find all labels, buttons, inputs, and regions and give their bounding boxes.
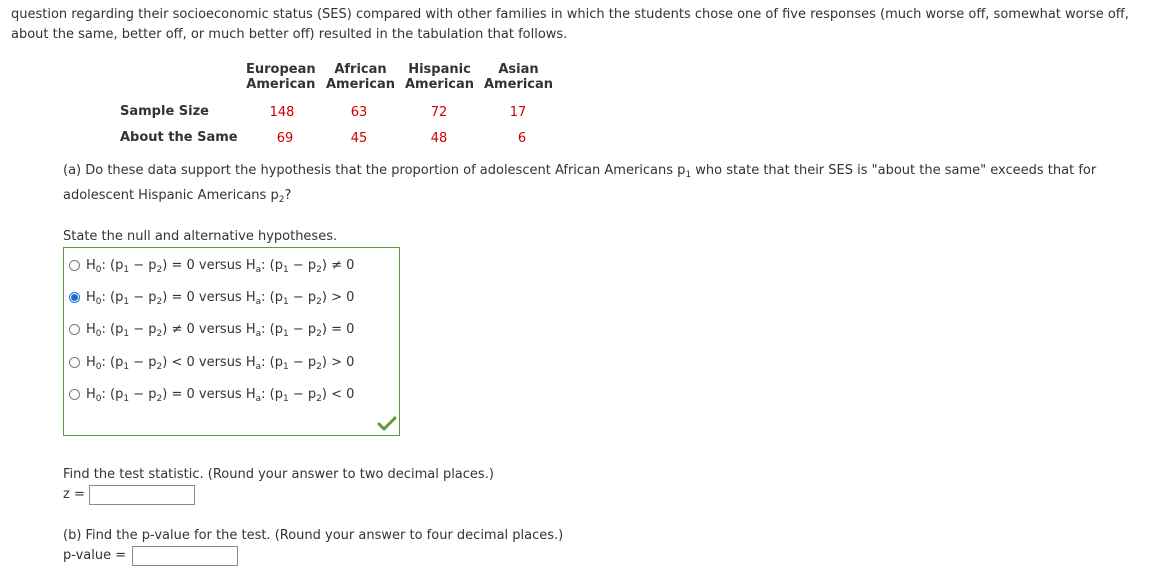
hypothesis-text: $H_0$: $(p_1 - p_2) = 0$ versus $H_a$: $(p_1 - p_2) < 0$: [86, 386, 355, 404]
col-header-hispanic: Hispanic American: [405, 62, 475, 92]
hypothesis-text: $H_0$: $(p_1 - p_2) = 0$ versus $H_a$: $(p_1 - p_2) > 0$: [86, 289, 355, 307]
hypothesis-text: $H_0$: $(p_1 - p_2) \ne 0$ versus $H_a$: $(p_1 - p_2) = 0$: [86, 321, 355, 339]
part-b-prompt: (b) Find the p-value for the test. (Round your answer to four decimal places.): [63, 528, 564, 543]
table-cell: 45: [350, 131, 368, 146]
col-header-african: African American: [326, 62, 396, 92]
table-cell: 6: [517, 131, 527, 146]
table-cell: 148: [269, 105, 295, 120]
p2-variable: $p_2$: [270, 188, 285, 205]
row-label-about-the-same: About the Same: [120, 130, 238, 145]
intro-paragraph: [11, 5, 1129, 45]
col-header-european: European American: [246, 62, 316, 92]
hypothesis-option[interactable]: [69, 319, 354, 339]
table-cell: 17: [509, 105, 527, 120]
part-a-question: (a) Do these data support the hypothesis that the proportion of adolescent African Americans $p_1$ who state that their SES is "about the same" exceeds that for adolescent Hispanic Americans $p_2$?: [63, 163, 1097, 205]
row-label-sample-size: Sample Size: [120, 104, 209, 119]
intro-line-1: question regarding their socioeconomic status (SES) compared with other families in which the students chose one of five responses (much worse off, somewhat worse off,: [11, 7, 1129, 22]
hypothesis-text: $H_0$: $(p_1 - p_2) < 0$ versus $H_a$: $(p_1 - p_2) > 0$: [86, 354, 355, 372]
p1-variable: $p_1$: [677, 163, 692, 180]
intro-line-2: about the same, better off, or much better off) resulted in the tabulation that follows.: [11, 27, 568, 42]
z-input[interactable]: [89, 485, 195, 505]
table-cell: 63: [350, 105, 368, 120]
checkmark-icon: [377, 415, 397, 433]
hypothesis-text: $H_0$: $(p_1 - p_2) = 0$ versus $H_a$: $(p_1 - p_2) \ne 0$: [86, 257, 355, 275]
hypotheses-answer-box: [63, 247, 400, 436]
col-header-asian: Asian American: [484, 62, 554, 92]
radio-button[interactable]: [69, 292, 80, 303]
hypothesis-option[interactable]: [69, 384, 354, 404]
hypothesis-option[interactable]: [69, 287, 354, 307]
radio-button[interactable]: [69, 324, 80, 335]
table-cell: 69: [276, 131, 294, 146]
radio-button[interactable]: [69, 260, 80, 271]
hypotheses-prompt: State the null and alternative hypotheses.: [63, 229, 338, 244]
p-value-input[interactable]: [132, 546, 238, 566]
p-value-label: p-value =: [63, 548, 127, 563]
table-cell: 48: [430, 131, 448, 146]
z-label: z =: [63, 487, 85, 502]
table-cell: 72: [430, 105, 448, 120]
radio-button[interactable]: [69, 357, 80, 368]
test-statistic-prompt: Find the test statistic. (Round your answer to two decimal places.): [63, 467, 494, 482]
hypothesis-option[interactable]: [69, 255, 354, 275]
radio-button[interactable]: [69, 389, 80, 400]
hypothesis-option[interactable]: [69, 352, 354, 372]
